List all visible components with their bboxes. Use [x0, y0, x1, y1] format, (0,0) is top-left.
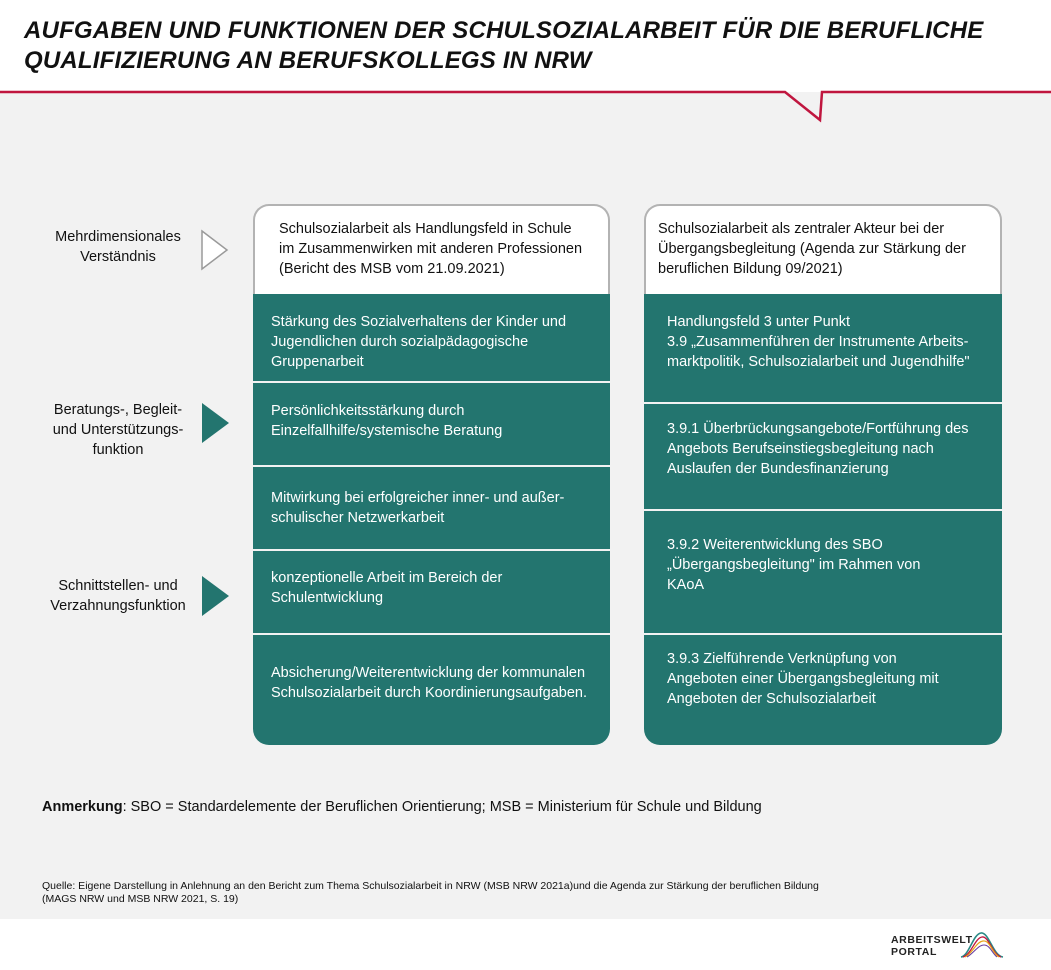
- left-cell-koordinierung: Absicherung/Weiterentwicklung der kommunalen Schulsozialarbeit durch Koordinierungsaufgaben.: [253, 635, 610, 745]
- outline-triangle-icon: [200, 229, 230, 271]
- page-title-line-1: AUFGABEN UND FUNKTIONEN DER SCHULSOZIALARBEIT FÜR DIE BERUFLICHE: [24, 17, 984, 44]
- label-schnittstellenfunktion: Schnittstellen- und Verzahnungsfunktion: [50, 578, 186, 614]
- filled-triangle-icon: [202, 576, 230, 616]
- logo-wave-icon: [959, 930, 1005, 960]
- page-title: [24, 16, 1024, 76]
- note: [42, 797, 762, 817]
- label-beratungsfunktion: Beratungs-, Begleit- und Unterstützungs- funktion: [52, 402, 184, 458]
- arbeitswelt-portal-logo: ARBEITSWELT PORTAL: [891, 930, 1006, 962]
- right-cell-3-9-1: 3.9.1 Überbrückungsangebote/Fortführung des Angebots Berufseinstiegsbegleitung nach Auslaufen der Bundesfinanzierung: [644, 404, 1002, 509]
- label-mehrdimensionales-verstaendnis: Mehrdimensionales Verständnis: [55, 229, 181, 265]
- left-cell-netzwerkarbeit: Mitwirkung bei erfolgreicher inner- und außer- schulischer Netzwerkarbeit: [253, 467, 610, 549]
- header: [0, 0, 1051, 92]
- filled-triangle-icon: [202, 403, 230, 443]
- page-title-line-2: QUALIFIZIERUNG AN BERUFSKOLLEGS IN NRW: [24, 47, 592, 74]
- right-cell-3-9-3: 3.9.3 Zielführende Verknüpfung von Angeboten einer Übergangsbegleitung mit Angeboten der Schulsozialarbeit: [644, 635, 1002, 745]
- right-column-header: Schulsozialarbeit als zentraler Akteur bei der Übergangsbegleitung (Agenda zur Stärkung der beruflichen Bildung 09/2021): [644, 204, 1002, 294]
- left-cell-persoenlichkeitsstaerkung: Persönlichkeitsstärkung durch Einzelfallhilfe/systemische Beratung: [253, 383, 610, 465]
- left-cell-sozialverhalten: Stärkung des Sozialverhaltens der Kinder und Jugendlichen durch sozialpädagogische Gruppenarbeit: [253, 294, 610, 381]
- source-note: Quelle: Eigene Darstellung in Anlehnung an den Bericht zum Thema Schulsozialarbeit in NRW (MSB NRW 2021a)und die Agenda zur Stärkung der beruflichen Bildung (MAGS NRW und MSB NRW 2021, S. 19): [42, 880, 819, 905]
- right-cell-handlungsfeld-3: Handlungsfeld 3 unter Punkt 3.9 „Zusammenführen der Instrumente Arbeits- marktpolitik, Schulsozialarbeit und Jugendhilfe": [644, 294, 1002, 402]
- left-column-header: Schulsozialarbeit als Handlungsfeld in Schule im Zusammenwirken mit anderen Professionen (Bericht des MSB vom 21.09.2021): [253, 204, 610, 294]
- note-text: : SBO = Standardelemente der Beruflichen Orientierung; MSB = Ministerium für Schule und Bildung: [122, 799, 762, 815]
- note-label: Anmerkung: [42, 799, 123, 815]
- right-cell-3-9-2: 3.9.2 Weiterentwicklung des SBO „Übergangsbegleitung" im Rahmen von KAoA: [644, 511, 1002, 633]
- left-cell-schulentwicklung: konzeptionelle Arbeit im Bereich der Schulentwicklung: [253, 551, 610, 633]
